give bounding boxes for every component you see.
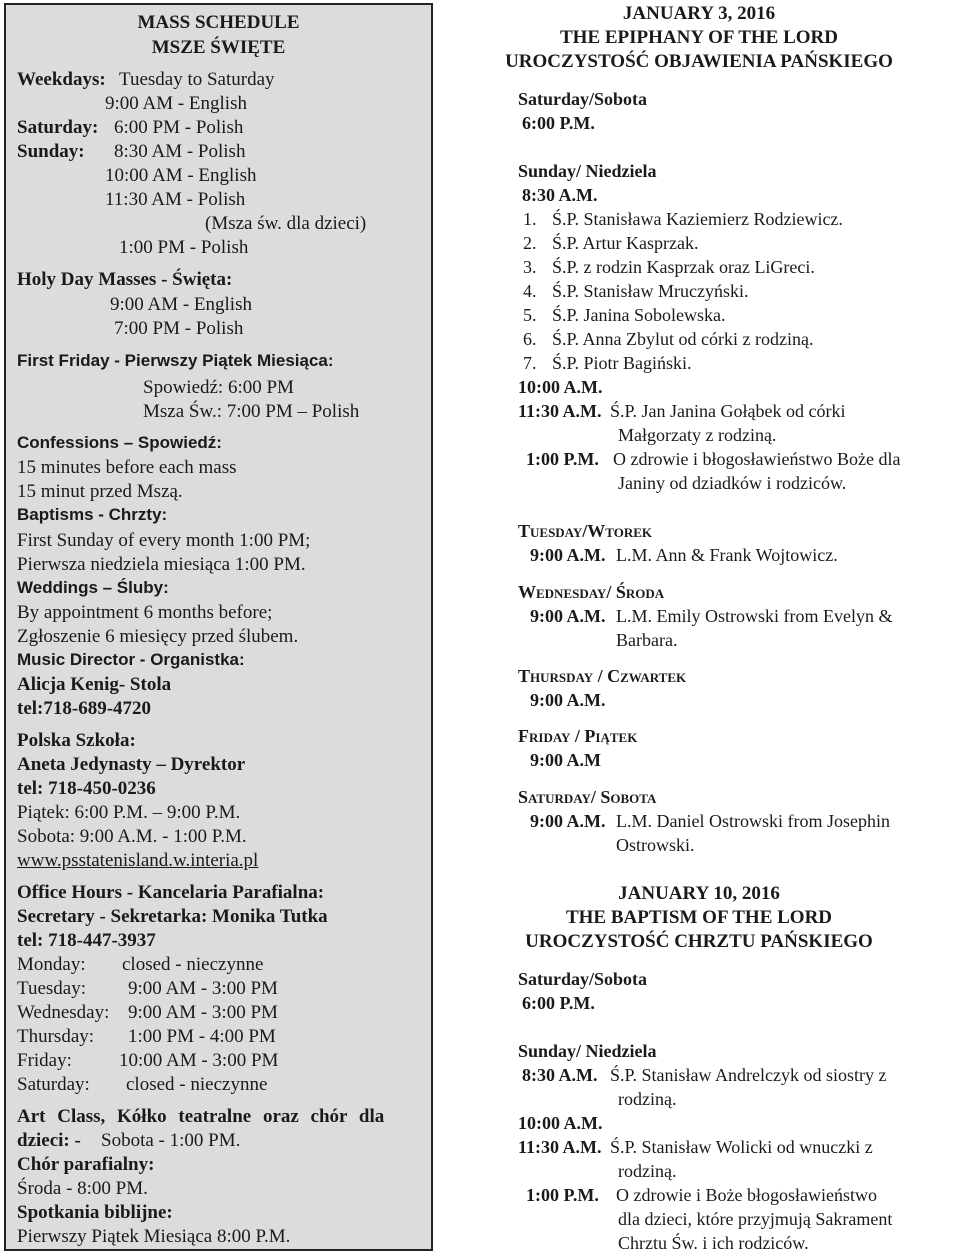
school-label: Polska Szkoła: bbox=[17, 730, 136, 751]
jan10-1000-time: 10:00 A.M. bbox=[518, 1113, 603, 1133]
office-tel: tel: 718-447-3937 bbox=[17, 930, 156, 951]
office-hours-label: Office Hours - Kancelaria Parafialna: bbox=[17, 882, 325, 903]
first-friday-line-2: Msza Św.: 7:00 PM – Polish bbox=[143, 401, 360, 422]
music-director-tel: tel:718-689-4720 bbox=[17, 698, 152, 719]
weddings-line-1: By appointment 6 months before; bbox=[17, 602, 273, 623]
tuesday-time: 9:00 A.M. bbox=[530, 545, 606, 565]
confessions-line-1: 15 minutes before each mass bbox=[17, 457, 237, 478]
jan3-1130-time: 11:30 A.M. bbox=[518, 401, 602, 421]
intention-number: 7. bbox=[523, 353, 537, 373]
thursday-time: 9:00 A.M. bbox=[530, 690, 606, 710]
music-director-name: Alicja Kenig- Stola bbox=[17, 674, 172, 695]
art-class-label: dzieci: - bbox=[17, 1130, 81, 1151]
jan10-title-pl: UROCZYSTOŚĆ CHRZTU PAŃSKIEGO bbox=[525, 931, 873, 952]
jan3-saturday-label: Saturday/Sobota bbox=[518, 89, 648, 109]
holy-day-time-2: 7:00 PM - Polish bbox=[114, 318, 244, 339]
intention-number: 1. bbox=[523, 209, 537, 229]
office-hours-value: 9:00 AM - 3:00 PM bbox=[128, 1002, 278, 1023]
office-day: Friday: bbox=[17, 1050, 72, 1071]
jan10-830-time: 8:30 A.M. bbox=[522, 1065, 598, 1085]
thursday-label: Thursday / Czwartek bbox=[518, 666, 687, 686]
wednesday-label: Wednesday/ Środa bbox=[518, 582, 665, 602]
office-hours-value: closed - nieczynne bbox=[122, 954, 264, 975]
sunday-time-3: 11:30 AM - Polish bbox=[105, 189, 246, 210]
intention-number: 5. bbox=[523, 305, 537, 325]
tuesday-label: Tuesday/Wtorek bbox=[518, 521, 652, 541]
mass-schedule-panel bbox=[4, 3, 433, 1251]
art-class-time: Sobota - 1:00 PM. bbox=[101, 1130, 241, 1151]
baptisms-label: Baptisms - Chrzty: bbox=[17, 505, 168, 524]
jan3-date: JANUARY 3, 2016 bbox=[622, 3, 776, 24]
wednesday-text-1: L.M. Emily Ostrowski from Evelyn & bbox=[616, 606, 893, 626]
jan3-1130-text-2: Małgorzaty z rodziną. bbox=[618, 425, 777, 445]
sunday-time-1: 8:30 AM - Polish bbox=[114, 141, 246, 162]
school-website-link[interactable]: www.psstatenisland.w.interia.pl bbox=[17, 850, 259, 871]
jan3-sunday-time: 8:30 A.M. bbox=[522, 185, 598, 205]
jan3-100-text-1: O zdrowie i błogosławieństwo Boże dla bbox=[613, 449, 901, 469]
schedule-title-en: MASS SCHEDULE bbox=[137, 12, 300, 33]
intention-text: Ś.P. z rodzin Kasprzak oraz LiGreci. bbox=[552, 257, 815, 277]
friday-label: Friday / Piątek bbox=[518, 726, 638, 746]
jan3-100-text-2: Janiny od dziadków i rodziców. bbox=[618, 473, 847, 493]
choir-time: Środa - 8:00 PM. bbox=[17, 1178, 148, 1199]
art-class-line-1: Art Class, Kółko teatralne oraz chór dla bbox=[17, 1106, 385, 1127]
intention-text: Ś.P. Anna Zbylut od córki z rodziną. bbox=[552, 329, 814, 349]
holy-day-time-1: 9:00 AM - English bbox=[110, 294, 252, 315]
jan3-sunday-label: Sunday/ Niedziela bbox=[518, 161, 657, 181]
school-tel: tel: 718-450-0236 bbox=[17, 778, 156, 799]
sunday-time-2: 10:00 AM - English bbox=[105, 165, 257, 186]
saturday-text-1: L.M. Daniel Ostrowski from Josephin bbox=[616, 811, 890, 831]
jan10-sunday-label: Sunday/ Niedziela bbox=[518, 1041, 657, 1061]
baptisms-line-2: Pierwsza niedziela miesiąca 1:00 PM. bbox=[17, 554, 306, 575]
intention-number: 2. bbox=[523, 233, 537, 253]
jan10-100-time: 1:00 P.M. bbox=[526, 1185, 599, 1205]
first-friday-label: First Friday - Pierwszy Piątek Miesiąca: bbox=[17, 351, 334, 370]
intention-number: 4. bbox=[523, 281, 537, 301]
confessions-label: Confessions – Spowiedź: bbox=[17, 433, 222, 452]
jan3-title-en: THE EPIPHANY OF THE LORD bbox=[560, 27, 838, 48]
jan10-100-text-2: dla dzieci, które przyjmują Sakrament bbox=[618, 1209, 893, 1229]
school-director: Aneta Jedynasty – Dyrektor bbox=[17, 754, 246, 775]
jan3-1000-time: 10:00 A.M. bbox=[518, 377, 603, 397]
intention-number: 3. bbox=[523, 257, 537, 277]
sunday-time-4: (Msza św. dla dzieci) bbox=[205, 213, 367, 234]
office-day: Wednesday: bbox=[17, 1002, 110, 1023]
weddings-line-2: Zgłoszenie 6 miesięcy przed ślubem. bbox=[17, 626, 299, 647]
office-hours-value: 10:00 AM - 3:00 PM bbox=[119, 1050, 279, 1071]
office-day: Thursday: bbox=[17, 1026, 95, 1047]
sunday-time-5: 1:00 PM - Polish bbox=[119, 237, 249, 258]
tuesday-text: L.M. Ann & Frank Wojtowicz. bbox=[616, 545, 838, 565]
jan10-title-en: THE BAPTISM OF THE LORD bbox=[565, 907, 833, 928]
jan10-1130-text-1: Ś.P. Stanisław Wolicki od wnuczki z bbox=[610, 1137, 873, 1157]
weddings-label: Weddings – Śluby: bbox=[17, 578, 169, 597]
weekdays-time: 9:00 AM - English bbox=[105, 93, 247, 114]
wednesday-time: 9:00 A.M. bbox=[530, 606, 606, 626]
jan3-title-pl: UROCZYSTOŚĆ OBJAWIENIA PAŃSKIEGO bbox=[505, 51, 893, 72]
intention-text: Ś.P. Artur Kasprzak. bbox=[552, 233, 699, 253]
jan10-100-text-3: Chrztu Św. i ich rodziców. bbox=[618, 1233, 809, 1253]
secretary-line: Secretary - Sekretarka: Monika Tutka bbox=[17, 906, 328, 927]
saturday-text-2: Ostrowski. bbox=[616, 835, 695, 855]
saturday-label: Saturday: bbox=[17, 117, 99, 138]
weekdays-label: Weekdays: bbox=[17, 69, 106, 90]
intention-text: Ś.P. Janina Sobolewska. bbox=[552, 305, 726, 325]
jan10-830-text-1: Ś.P. Stanisław Andrelczyk od siostry z bbox=[610, 1065, 887, 1085]
office-hours-value: 9:00 AM - 3:00 PM bbox=[128, 978, 278, 999]
jan3-100-time: 1:00 P.M. bbox=[526, 449, 599, 469]
intention-text: Ś.P. Stanisława Kaziemierz Rodziewicz. bbox=[552, 209, 843, 229]
holy-day-label: Holy Day Masses - Święta: bbox=[17, 269, 233, 290]
office-hours-value: 1:00 PM - 4:00 PM bbox=[128, 1026, 276, 1047]
saturday-label: Saturday/ Sobota bbox=[518, 787, 657, 807]
jan10-1130-time: 11:30 A.M. bbox=[518, 1137, 602, 1157]
first-friday-line-1: Spowiedź: 6:00 PM bbox=[143, 377, 294, 398]
baptisms-line-1: First Sunday of every month 1:00 PM; bbox=[17, 530, 311, 551]
intention-text: Ś.P. Stanisław Mruczyński. bbox=[552, 281, 749, 301]
jan10-830-text-2: rodziną. bbox=[618, 1089, 677, 1109]
jan10-100-text-1: O zdrowie i Boże błogosławieństwo bbox=[616, 1185, 877, 1205]
music-director-label: Music Director - Organistka: bbox=[17, 650, 245, 669]
school-friday: Piątek: 6:00 P.M. – 9:00 P.M. bbox=[17, 802, 241, 823]
school-saturday: Sobota: 9:00 A.M. - 1:00 P.M. bbox=[17, 826, 247, 847]
office-day: Tuesday: bbox=[17, 978, 86, 999]
schedule-title-pl: MSZE ŚWIĘTE bbox=[151, 37, 286, 58]
weekdays-days: Tuesday to Saturday bbox=[119, 69, 275, 90]
jan3-saturday-time: 6:00 P.M. bbox=[522, 113, 595, 133]
jan10-date: JANUARY 10, 2016 bbox=[618, 883, 780, 904]
wednesday-text-2: Barbara. bbox=[616, 630, 678, 650]
office-day: Monday: bbox=[17, 954, 86, 975]
office-hours-value: closed - nieczynne bbox=[126, 1074, 268, 1095]
intention-text: Ś.P. Piotr Bagiński. bbox=[552, 353, 692, 373]
jan3-1130-text-1: Ś.P. Jan Janina Gołąbek od córki bbox=[610, 401, 846, 421]
bible-study-label: Spotkania biblijne: bbox=[17, 1202, 173, 1223]
friday-time: 9:00 A.M bbox=[530, 750, 601, 770]
saturday-time: 9:00 A.M. bbox=[530, 811, 606, 831]
office-day: Saturday: bbox=[17, 1074, 90, 1095]
jan10-saturday-label: Saturday/Sobota bbox=[518, 969, 648, 989]
jan10-1130-text-2: rodziną. bbox=[618, 1161, 677, 1181]
sunday-label: Sunday: bbox=[17, 141, 85, 162]
bible-study-time: Pierwszy Piątek Miesiąca 8:00 P.M. bbox=[17, 1226, 291, 1247]
intentions-column bbox=[438, 0, 960, 1258]
confessions-line-2: 15 minut przed Mszą. bbox=[17, 481, 183, 502]
intention-number: 6. bbox=[523, 329, 537, 349]
saturday-time: 6:00 PM - Polish bbox=[114, 117, 244, 138]
jan10-saturday-time: 6:00 P.M. bbox=[522, 993, 595, 1013]
choir-label: Chór parafialny: bbox=[17, 1154, 155, 1175]
